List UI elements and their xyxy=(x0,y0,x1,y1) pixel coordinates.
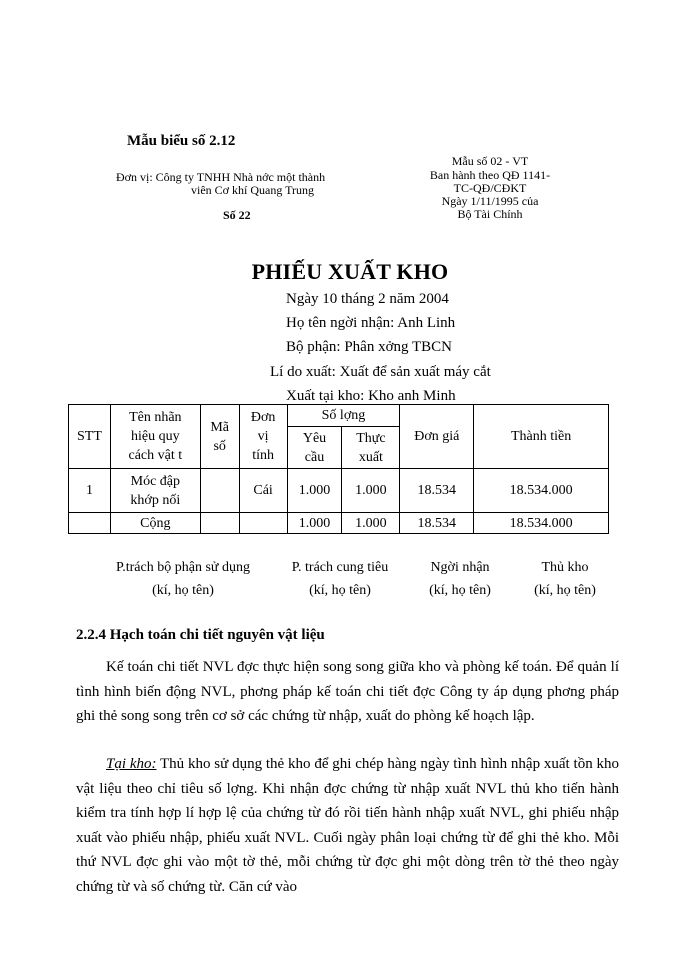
issue-reason: Lí do xuất: Xuất để sản xuất máy cắt xyxy=(270,364,491,380)
total-amount: 18.534.000 xyxy=(474,513,609,534)
signature-role-user-dept: P.trách bộ phận sử dụng xyxy=(116,560,250,575)
section-heading: 2.2.4 Hạch toán chi tiết nguyên vật liệu xyxy=(76,627,325,643)
row-stt: 1 xyxy=(69,469,111,513)
form-title: Mẫu biểu số 2.12 xyxy=(127,133,236,149)
warehouse: Xuất tại kho: Kho anh Minh xyxy=(286,388,456,404)
paragraph xyxy=(76,752,619,899)
template-ref-line: Bộ Tài Chính xyxy=(457,207,523,221)
receiver-name: Họ tên ngời nhận: Anh Linh xyxy=(286,315,456,331)
template-ref-line: TC-QĐ/CĐKT xyxy=(453,181,527,195)
row-requested: 1.000 xyxy=(287,469,342,513)
row-actual: 1.000 xyxy=(342,469,400,513)
header-quantity: Số lợng xyxy=(287,405,400,427)
row-amount: 18.534.000 xyxy=(474,469,609,513)
signature-role-storekeeper: Thủ kho xyxy=(541,560,589,575)
unit-name-line1: Đơn vị: Công ty TNHH Nhà nớc một thành xyxy=(116,170,326,184)
row-unit: Cái xyxy=(239,469,287,513)
total-actual: 1.000 xyxy=(342,513,400,534)
document-title: PHIẾU XUẤT KHO xyxy=(251,259,449,284)
template-ref-line: Ban hành theo QĐ 1141- xyxy=(429,168,551,182)
header-amount: Thành tiền xyxy=(474,405,609,469)
template-ref-line: Ngày 1/11/1995 của xyxy=(441,194,539,208)
header-item-name: Tên nhãn hiệu quy cách vật t xyxy=(110,405,200,469)
signature-note: (kí, họ tên) xyxy=(152,583,214,598)
row-item-name: Móc đập khớp nối xyxy=(110,469,200,513)
header-requested: Yêu cầu xyxy=(287,427,342,469)
total-label: Cộng xyxy=(110,513,200,534)
signature-role-receiver: Ngời nhận xyxy=(430,560,490,575)
header-actual: Thực xuất xyxy=(342,427,400,469)
paragraph-label: Tại kho: xyxy=(106,756,157,772)
signature-note: (kí, họ tên) xyxy=(309,583,371,598)
header-stt: STT xyxy=(69,405,111,469)
department: Bộ phận: Phân xởng TBCN xyxy=(286,339,452,355)
paragraph-body: Thủ kho sử dụng thẻ kho để ghi chép hàng ngày tình hình nhập xuất tồn kho vật liệu theo chỉ tiêu số lợng. Khi nhận đợc chứng từ nhập xuất NVL thủ kho tiến hành kiểm tra tính hợp lí hợp lệ của chứng từ đó rồi tiến hành nhập xuất NVL, ghi phiếu nhập xuất vào phiếu nhập, phiếu xuất NVL. Cuối ngày phân loại chứng từ để ghi thẻ kho. Mỗi thứ NVL đợc ghi vào một tờ thẻ, mỗi chứng từ đợc ghi một dòng trên tờ thẻ theo ngày chứng từ và số chứng từ. Căn cứ vào xyxy=(76,756,620,895)
document-number: Số 22 xyxy=(223,208,251,222)
signature-note: (kí, họ tên) xyxy=(429,583,491,598)
total-unit-price: 18.534 xyxy=(400,513,474,534)
row-code xyxy=(200,469,239,513)
unit-name-line2: viên Cơ khí Quang Trung xyxy=(191,183,315,197)
table-row xyxy=(69,469,609,513)
total-requested: 1.000 xyxy=(287,513,342,534)
header-unit-price: Đơn giá xyxy=(400,405,474,469)
paragraph: Kế toán chi tiết NVL đợc thực hiện song song giữa kho và phòng kế toán. Để quản lí tình hình biến động NVL, phơng pháp kế toán chi tiết đợc Công ty áp dụng phơng pháp ghi thẻ song song trên cơ sở các chứng từ nhập, xuất do phòng kế hoạch lập. xyxy=(76,659,619,724)
row-unit-price: 18.534 xyxy=(400,469,474,513)
document-date: Ngày 10 tháng 2 năm 2004 xyxy=(286,291,449,307)
issue-table xyxy=(68,404,609,534)
signature-note: (kí, họ tên) xyxy=(534,583,596,598)
header-code: Mã số xyxy=(200,405,239,469)
template-ref-line: Mẫu số 02 - VT xyxy=(451,154,529,168)
total-row xyxy=(69,513,609,534)
header-unit: Đơn vị tính xyxy=(239,405,287,469)
signature-role-supply: P. trách cung tiêu xyxy=(291,560,389,575)
table-header-row xyxy=(69,405,609,427)
